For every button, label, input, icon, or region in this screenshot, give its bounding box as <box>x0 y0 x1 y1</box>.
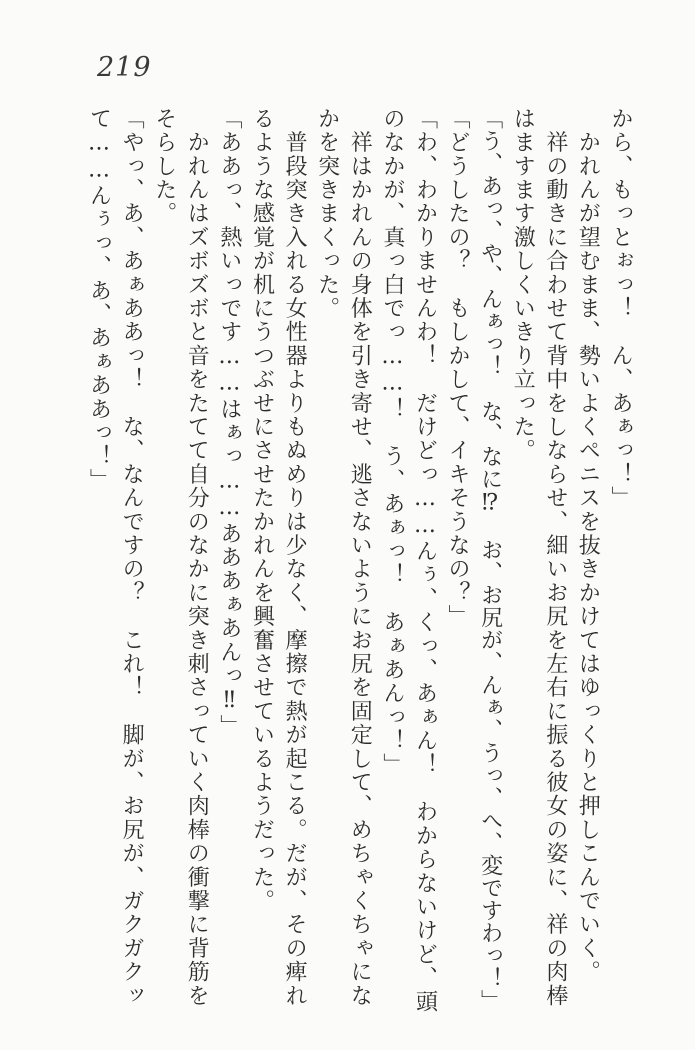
text-line: 「う、あっ、や、んぁっ！ な、なに⁉ お、お尻が、んぁ、うっ、へ、変ですわっ！」 <box>477 107 503 1012</box>
page-number: 219 <box>97 52 152 83</box>
text-line: 「どうしたの？ もしかして、イキそうなの？」 <box>445 107 471 629</box>
text-line: 祥はかれんの身体を引き寄せ、逃さないようにお尻を固定して、めちゃくちゃにな <box>347 107 373 1008</box>
text-line: から、もっとぉっ！ ん、あぁっ！」 <box>608 107 633 510</box>
text-line: るような感覚が机にうつぶせにさせたかれんを興奮させているようだった。 <box>249 107 275 913</box>
text-line: 「ああっ、熱いっです……はぁっ……あああぁあんっ‼」 <box>216 107 242 739</box>
text-line: はますます激しくいきり立った。 <box>510 107 536 463</box>
text-line: 「わ、わかりませんわ！ だけどっ……んぅ、くっ、あぁん！ わからないけど、頭 <box>412 107 438 1014</box>
text-line: て……んぅっ、あ、あぁああっ！」 <box>86 107 112 493</box>
text-line: 「やっ、あ、あぁああっ！ な、なんですの？ これ！ 脚が、お尻が、ガクガクッ <box>119 107 145 1008</box>
text-area <box>82 107 636 1015</box>
text-line: かれんはズボズボと音をたてて自分のなかに突き刺さっていく肉棒の衝撃に背筋を <box>184 107 210 1008</box>
text-line: 祥の動きに合わせて背中をしならせ、細いお尻を左右に振る彼女の姿に、祥の肉棒 <box>542 107 568 1008</box>
text-line: そらした。 <box>151 107 177 226</box>
text-line: のなかが、真っ白でっ……！ う、あぁっ！ あぁあんっ！」 <box>379 107 405 777</box>
text-line: かを突きまくった。 <box>314 107 340 321</box>
text-line: 普段突き入れる女性器よりもぬめりは少なく、摩擦で熱が起こる。だが、その痺れ <box>282 107 308 1008</box>
text-line: かれんが望むまま、勢いよくペニスを抜きかけてはゆっくりと押しこんでいく。 <box>575 107 601 984</box>
